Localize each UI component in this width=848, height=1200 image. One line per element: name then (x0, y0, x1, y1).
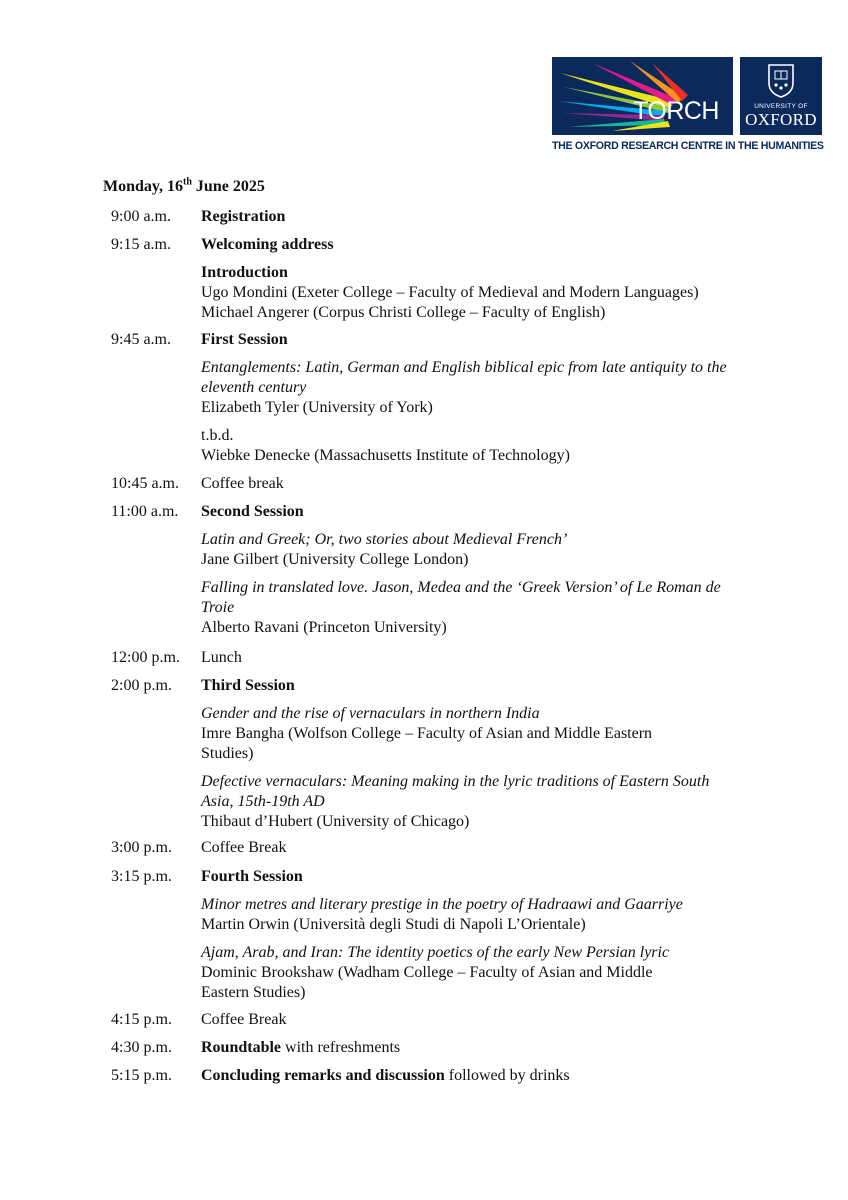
day-rest: June 2025 (191, 178, 265, 195)
time: 4:15 p.m. (111, 1011, 172, 1028)
session-title: Roundtable (201, 1039, 282, 1056)
session-title: Coffee Break (201, 839, 287, 856)
oxford-university-label: UNIVERSITY OF (754, 103, 808, 110)
oxford-name-label: OXFORD (745, 110, 817, 129)
session-title: Third Session (201, 677, 295, 694)
speaker: Martin Orwin (Università degli Studi di Napoli L’Orientale) (201, 916, 586, 933)
session-title: Fourth Session (201, 868, 303, 885)
time: 11:00 a.m. (111, 503, 179, 520)
session-title: First Session (201, 331, 288, 348)
speaker: Thibaut d’Hubert (University of Chicago) (201, 813, 470, 830)
talk-title: Falling in translated love. Jason, Medea and the ‘Greek Version’ of Le Roman de Troie (201, 579, 721, 616)
speaker: Dominic Brookshaw (Wadham College – Faculty of Asian and Middle Eastern Studies) (201, 964, 653, 1001)
time: 9:15 a.m. (111, 236, 171, 253)
time: 2:00 p.m. (111, 677, 172, 694)
time: 9:45 a.m. (111, 331, 171, 348)
speaker: Ugo Mondini (Exeter College – Faculty of Medieval and Modern Languages) (201, 284, 699, 301)
time: 10:45 a.m. (111, 475, 179, 492)
talk-title: Entanglements: Latin, German and English biblical epic from late antiquity to the eleventh century (201, 359, 727, 396)
session-title: Second Session (201, 503, 304, 520)
talk-title: t.b.d. (201, 427, 234, 444)
session-title: Welcoming address (201, 236, 334, 253)
time: 12:00 p.m. (111, 649, 180, 666)
session-title: Coffee break (201, 475, 284, 492)
speaker: Elizabeth Tyler (University of York) (201, 399, 433, 416)
day-weekday: Monday, 16 (103, 178, 184, 195)
speaker: Jane Gilbert (University College London) (201, 551, 469, 568)
talk (201, 530, 746, 570)
session-note: with refreshments (281, 1039, 401, 1056)
session-note: followed by drinks (444, 1067, 570, 1084)
torch-tagline: THE OXFORD RESEARCH CENTRE IN THE HUMANITIES (552, 140, 824, 152)
day-ordinal: th (183, 176, 192, 188)
talk-title: Defective vernaculars: Meaning making in the lyric traditions of Eastern South Asia, 15th-19th AD (201, 773, 710, 810)
talk (201, 772, 746, 832)
talk (201, 895, 746, 935)
time: 3:15 p.m. (111, 868, 172, 885)
time: 5:15 p.m. (111, 1067, 172, 1084)
talk (201, 704, 746, 764)
talk-title: Minor metres and literary prestige in the poetry of Hadraawi and Gaarriye (201, 896, 683, 913)
talk-title: Gender and the rise of vernaculars in northern India (201, 705, 540, 722)
session-title: Coffee Break (201, 1011, 287, 1028)
speaker: Alberto Ravani (Princeton University) (201, 619, 447, 636)
session-title: Introduction (201, 264, 288, 281)
talk (201, 426, 746, 466)
speaker: Wiebke Denecke (Massachusetts Institute of Technology) (201, 447, 570, 464)
time: 3:00 p.m. (111, 839, 172, 856)
talk (201, 943, 746, 1003)
session-title: Registration (201, 208, 286, 225)
talk-title: Ajam, Arab, and Iran: The identity poetics of the early New Persian lyric (201, 944, 670, 961)
time: 9:00 a.m. (111, 208, 171, 225)
talk (201, 578, 746, 638)
time: 4:30 p.m. (111, 1039, 172, 1056)
session-title: Lunch (201, 649, 242, 666)
talk (201, 358, 746, 418)
speaker: Imre Bangha (Wolfson College – Faculty of Asian and Middle Eastern Studies) (201, 725, 653, 762)
speaker: Michael Angerer (Corpus Christi College – Faculty of English) (201, 304, 606, 321)
talk-title: Latin and Greek; Or, two stories about Medieval French’ (201, 531, 568, 548)
torch-wordmark: TORCH (633, 97, 719, 125)
session-title: Concluding remarks and discussion (201, 1067, 445, 1084)
